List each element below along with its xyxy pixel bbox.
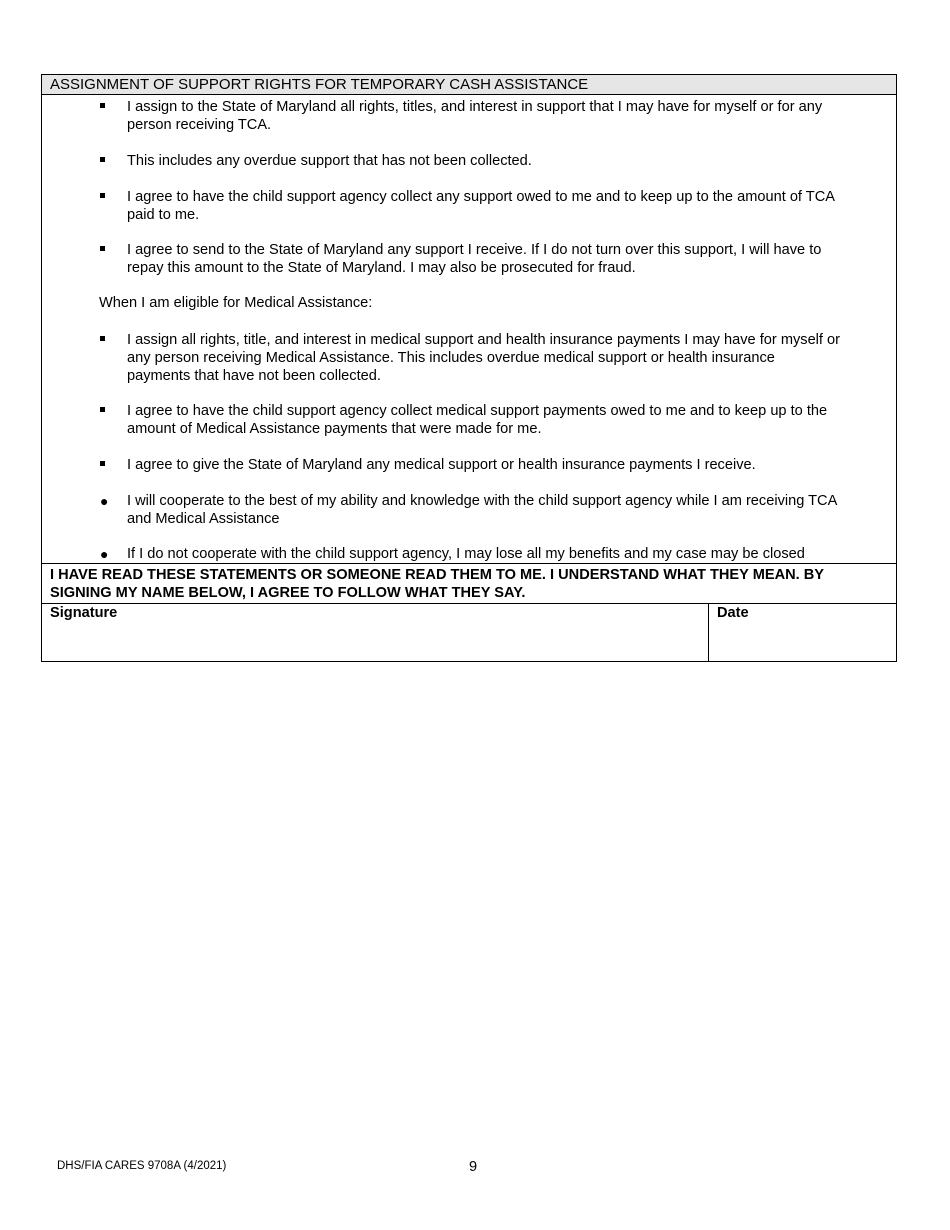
bullet-square-icon (100, 331, 110, 349)
bullet-square-icon (100, 98, 110, 116)
date-field[interactable] (709, 604, 896, 661)
item-line: This includes any overdue support that has not been collected. (127, 153, 532, 169)
statement-line: I HAVE READ THESE STATEMENTS OR SOMEONE READ THEM TO ME. I UNDERSTAND WHAT THEY MEAN. BY (50, 567, 825, 583)
medical-intro: When I am eligible for Medical Assistance: (99, 295, 373, 311)
item-line: I agree to give the State of Maryland any medical support or health insurance payments I receive. (127, 457, 756, 473)
item-line: repay this amount to the State of Maryland. I may also be prosecuted for fraud. (127, 260, 636, 276)
support-rights-form (41, 74, 897, 662)
item-line: any person receiving Medical Assistance. This includes overdue medical support or health insurance (127, 350, 775, 366)
section-header: ASSIGNMENT OF SUPPORT RIGHTS FOR TEMPORARY CASH ASSISTANCE (42, 75, 896, 95)
item-line: amount of Medical Assistance payments that were made for me. (127, 421, 542, 437)
bullet-square-icon (100, 188, 110, 206)
item-line: and Medical Assistance (127, 511, 280, 527)
signature-label: Signature (50, 605, 118, 621)
bullet-square-icon (100, 152, 110, 170)
item-line: person receiving TCA. (127, 117, 272, 133)
date-label: Date (717, 605, 749, 621)
item-line: I assign to the State of Maryland all rights, titles, and interest in support that I may have for myself or for any (127, 99, 823, 115)
bullet-square-icon (100, 402, 110, 420)
item-line: I agree to have the child support agency collect any support owed to me and to keep up to the amount of TCA (127, 189, 835, 205)
item-line: I agree to have the child support agency collect medical support payments owed to me and to keep up to the (127, 403, 828, 419)
item-line: payments that have not been collected. (127, 368, 381, 384)
bullet-square-icon (100, 241, 110, 259)
item-line: I will cooperate to the best of my ability and knowledge with the child support agency while I am receiving TCA (127, 493, 838, 509)
item-line: I assign all rights, title, and interest in medical support and health insurance payments I may have for myself or (127, 332, 841, 348)
bullet-dot-icon: ● (100, 493, 109, 509)
statement-line: SIGNING MY NAME BELOW, I AGREE TO FOLLOW WHAT THEY SAY. (50, 585, 526, 601)
form-id: DHS/FIA CARES 9708A (4/2021) (57, 1160, 227, 1172)
acknowledgement-statement (42, 563, 896, 604)
bullet-square-icon (100, 456, 110, 474)
signature-row (42, 604, 896, 661)
item-line: If I do not cooperate with the child support agency, I may lose all my benefits and my case may be closed (127, 546, 805, 562)
signature-field[interactable] (42, 604, 709, 661)
item-line: I agree to send to the State of Maryland any support I receive. If I do not turn over this support, I will have to (127, 242, 822, 258)
bullet-dot-icon: ● (100, 546, 109, 562)
page-number: 9 (469, 1159, 478, 1175)
statements-body (42, 95, 896, 563)
item-line: paid to me. (127, 207, 200, 223)
